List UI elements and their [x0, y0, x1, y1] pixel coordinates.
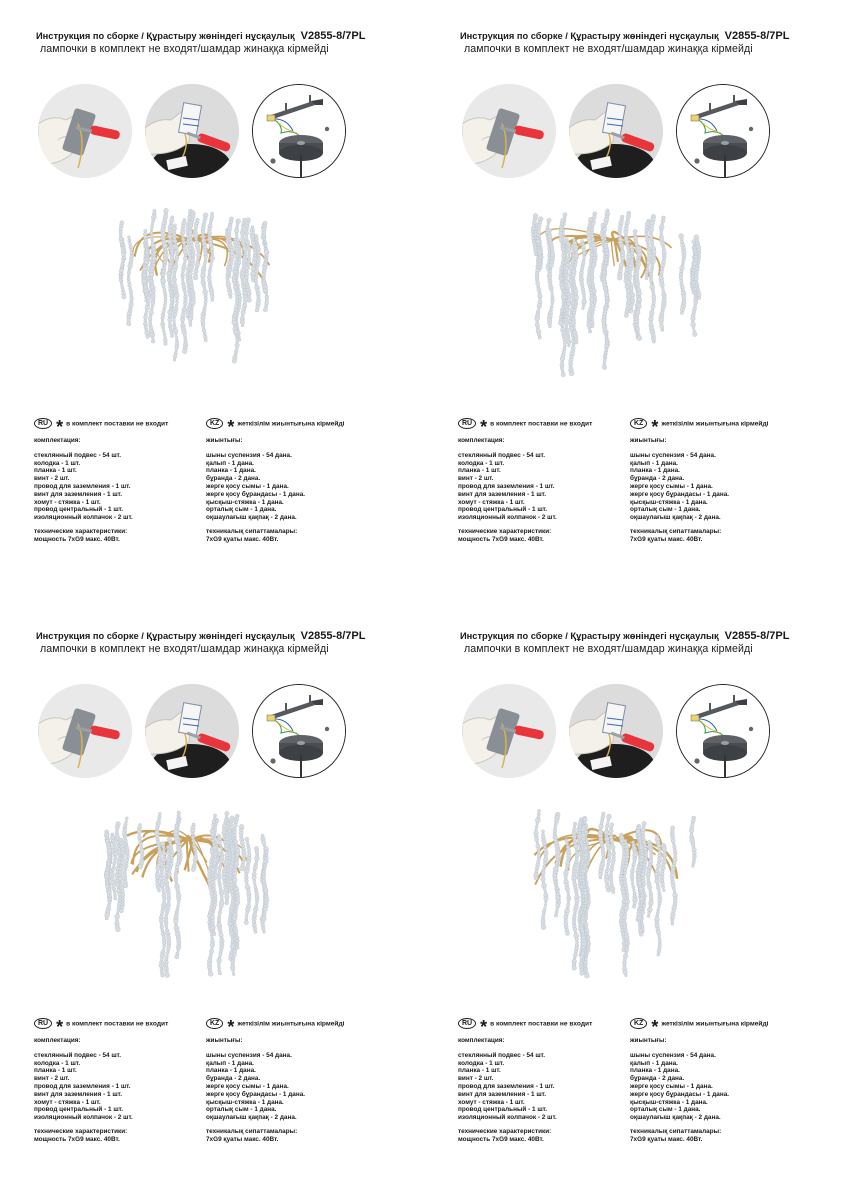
list-item: провод для заземления - 1 шт.: [458, 482, 555, 490]
kz-spec-value: 7xG9 қуаты макс. 40Вт.: [630, 1135, 703, 1143]
list-item: бұранда - 2 дана.: [630, 475, 685, 483]
list-item: колодка - 1 шт.: [34, 1059, 81, 1067]
list-item: изоляционный колпачок - 2 шт.: [458, 1114, 557, 1122]
ru-contents-heading: комплектация:: [34, 437, 81, 444]
instruction-sheet: [0, 0, 424, 600]
ru-legend: [34, 1015, 169, 1037]
ru-parts-list: [458, 452, 557, 522]
list-item: провод центральный - 1 шт.: [34, 1106, 124, 1114]
step-3-diagram: [676, 684, 770, 778]
step-3-diagram: [252, 684, 346, 778]
ru-contents: [458, 437, 557, 544]
list-item: оқшаулағыш қақпақ - 2 дана.: [206, 514, 297, 522]
list-item: планка - 1 шт.: [458, 467, 501, 475]
list-item: колодка - 1 шт.: [458, 459, 505, 467]
asterisk-icon: *: [480, 416, 488, 437]
list-item: винт для заземления - 1 шт.: [34, 490, 122, 498]
list-item: бұранда - 2 дана.: [206, 1075, 261, 1083]
step-3-diagram: [252, 84, 346, 178]
ru-spec-heading: технические характеристики:: [34, 1127, 128, 1135]
ru-spec-heading: технические характеристики:: [458, 1127, 552, 1135]
model-number: V2855-8/7PL: [724, 630, 790, 642]
chandelier-photo: [522, 200, 706, 380]
kz-not-included-note: жеткізілім жиынтығына кірмейді: [661, 420, 769, 428]
ru-spec-value: мощность 7xG9 макс. 40Вт.: [458, 1135, 544, 1143]
list-item: орталық сым - 1 дана.: [630, 1106, 701, 1114]
kz-language-badge: KZ: [206, 1018, 223, 1029]
ru-not-included-note: в комплект поставки не входит: [66, 420, 169, 428]
asterisk-icon: *: [227, 416, 235, 437]
title-text: Инструкция по сборке / Құрастыру жөніндегі нұсқаулық: [460, 31, 719, 41]
list-item: жерге қосу сымы - 1 дана.: [206, 1082, 289, 1090]
ru-spec-heading: технические характеристики:: [34, 527, 128, 535]
sheet-title: [460, 30, 789, 42]
model-number: V2855-8/7PL: [300, 30, 366, 42]
list-item: стеклянный подвес - 54 шт.: [34, 451, 122, 459]
ru-not-included-note: в комплект поставки не входит: [490, 1020, 593, 1028]
asterisk-icon: *: [56, 416, 64, 437]
kz-contents: [630, 437, 729, 544]
list-item: шыны суспензия - 54 дана.: [206, 1051, 292, 1059]
list-item: винт - 2 шт.: [458, 475, 494, 483]
glove-hand-icon: [38, 684, 132, 778]
list-item: стеклянный подвес - 54 шт.: [34, 1051, 122, 1059]
kz-not-included-note: жеткізілім жиынтығына кірмейді: [661, 1020, 769, 1028]
instruction-sheet: [424, 0, 848, 600]
kz-parts-list: [206, 452, 305, 522]
kz-contents-heading: жиынтығы:: [206, 437, 243, 444]
step-2-photo: [145, 84, 239, 178]
list-item: хомут - стяжка - 1 шт.: [458, 1098, 525, 1106]
list-item: қысқыш-стяжка - 1 дана.: [206, 1098, 284, 1106]
ru-contents-heading: комплектация:: [34, 1037, 81, 1044]
list-item: қалып - 1 дана.: [630, 459, 678, 467]
list-item: стеклянный подвес - 54 шт.: [458, 1051, 546, 1059]
list-item: жерге қосу бұрандасы - 1 дана.: [630, 490, 730, 498]
list-item: оқшаулағыш қақпақ - 2 дана.: [630, 1114, 721, 1122]
sheet-title: [460, 630, 789, 642]
list-item: оқшаулағыш қақпақ - 2 дана.: [630, 514, 721, 522]
kz-spec-value: 7xG9 қуаты макс. 40Вт.: [206, 535, 279, 543]
list-item: хомут - стяжка - 1 шт.: [458, 498, 525, 506]
kz-contents-heading: жиынтығы:: [206, 1037, 243, 1044]
list-item: жерге қосу бұрандасы - 1 дана.: [630, 1090, 730, 1098]
kz-contents: [206, 1037, 305, 1144]
step-2-photo: [145, 684, 239, 778]
asterisk-icon: *: [227, 1016, 235, 1037]
kz-spec-value: 7xG9 қуаты макс. 40Вт.: [630, 535, 703, 543]
list-item: изоляционный колпачок - 2 шт.: [34, 1114, 133, 1122]
bulbs-not-included-note: лампочки в комплект не входят/шамдар жинаққа кірмейді: [40, 643, 329, 655]
list-item: шыны суспензия - 54 дана.: [630, 1051, 716, 1059]
ru-spec-heading: технические характеристики:: [458, 527, 552, 535]
ru-legend: [458, 415, 593, 437]
chandelier-photo: [98, 200, 282, 380]
list-item: изоляционный колпачок - 2 шт.: [458, 514, 557, 522]
kz-contents-heading: жиынтығы:: [630, 437, 667, 444]
list-item: винт для заземления - 1 шт.: [34, 1090, 122, 1098]
chandelier-photo: [98, 800, 282, 980]
glove-hand-icon: [462, 684, 556, 778]
list-item: шыны суспензия - 54 дана.: [630, 451, 716, 459]
step-3-diagram: [676, 84, 770, 178]
list-item: планка - 1 шт.: [34, 467, 77, 475]
kz-spec-heading: техникалық сипаттамалары:: [206, 1127, 298, 1135]
kz-legend: [630, 1015, 769, 1037]
list-item: қысқыш-стяжка - 1 дана.: [630, 498, 708, 506]
kz-parts-list: [206, 1052, 305, 1122]
kz-not-included-note: жеткізілім жиынтығына кірмейді: [237, 420, 345, 428]
step-1-photo: [38, 684, 132, 778]
ru-parts-list: [458, 1052, 557, 1122]
ru-contents-heading: комплектация:: [458, 437, 505, 444]
kz-parts-list: [630, 1052, 729, 1122]
sheet-title: [36, 630, 365, 642]
list-item: планка - 1 дана.: [206, 467, 256, 475]
list-item: винт для заземления - 1 шт.: [458, 1090, 546, 1098]
list-item: орталық сым - 1 дана.: [206, 1106, 277, 1114]
list-item: бұранда - 2 дана.: [206, 475, 261, 483]
list-item: қалып - 1 дана.: [630, 1059, 678, 1067]
list-item: жерге қосу сымы - 1 дана.: [630, 482, 713, 490]
glove-hand-icon: [462, 84, 556, 178]
kz-language-badge: KZ: [206, 418, 223, 429]
sheet-title: [36, 30, 365, 42]
list-item: қалып - 1 дана.: [206, 1059, 254, 1067]
model-number: V2855-8/7PL: [724, 30, 790, 42]
list-item: винт - 2 шт.: [34, 1075, 70, 1083]
list-item: орталық сым - 1 дана.: [206, 506, 277, 514]
glove-hand-icon: [38, 84, 132, 178]
list-item: хомут - стяжка - 1 шт.: [34, 498, 101, 506]
asterisk-icon: *: [56, 1016, 64, 1037]
step-1-photo: [38, 84, 132, 178]
list-item: хомут - стяжка - 1 шт.: [34, 1098, 101, 1106]
kz-contents-heading: жиынтығы:: [630, 1037, 667, 1044]
kz-legend: [206, 1015, 345, 1037]
kz-spec-heading: техникалық сипаттамалары:: [630, 1127, 722, 1135]
list-item: планка - 1 дана.: [206, 1067, 256, 1075]
ru-not-included-note: в комплект поставки не входит: [490, 420, 593, 428]
list-item: провод центральный - 1 шт.: [458, 1106, 548, 1114]
bulbs-not-included-note: лампочки в комплект не входят/шамдар жинаққа кірмейді: [40, 43, 329, 55]
title-text: Инструкция по сборке / Құрастыру жөніндегі нұсқаулық: [36, 31, 295, 41]
list-item: планка - 1 шт.: [458, 1067, 501, 1075]
ru-parts-list: [34, 1052, 133, 1122]
kz-language-badge: KZ: [630, 1018, 647, 1029]
step-1-photo: [462, 84, 556, 178]
list-item: стеклянный подвес - 54 шт.: [458, 451, 546, 459]
list-item: қысқыш-стяжка - 1 дана.: [206, 498, 284, 506]
ru-legend: [34, 415, 169, 437]
chandelier-photo: [522, 800, 706, 980]
title-text: Инструкция по сборке / Құрастыру жөніндегі нұсқаулық: [36, 631, 295, 641]
kz-contents: [206, 437, 305, 544]
kz-legend: [206, 415, 345, 437]
list-item: колодка - 1 шт.: [34, 459, 81, 467]
list-item: изоляционный колпачок - 2 шт.: [34, 514, 133, 522]
ru-language-badge: RU: [458, 418, 476, 429]
list-item: винт для заземления - 1 шт.: [458, 490, 546, 498]
list-item: орталық сым - 1 дана.: [630, 506, 701, 514]
list-item: винт - 2 шт.: [458, 1075, 494, 1083]
step-1-photo: [462, 684, 556, 778]
ru-contents: [34, 1037, 133, 1144]
ru-spec-value: мощность 7xG9 макс. 40Вт.: [458, 535, 544, 543]
list-item: планка - 1 дана.: [630, 1067, 680, 1075]
list-item: провод для заземления - 1 шт.: [34, 482, 131, 490]
kz-language-badge: KZ: [630, 418, 647, 429]
kz-legend: [630, 415, 769, 437]
ru-spec-value: мощность 7xG9 макс. 40Вт.: [34, 535, 120, 543]
kz-not-included-note: жеткізілім жиынтығына кірмейді: [237, 1020, 345, 1028]
bulbs-not-included-note: лампочки в комплект не входят/шамдар жинаққа кірмейді: [464, 43, 753, 55]
list-item: шыны суспензия - 54 дана.: [206, 451, 292, 459]
ru-contents-heading: комплектация:: [458, 1037, 505, 1044]
ru-parts-list: [34, 452, 133, 522]
step-2-photo: [569, 684, 663, 778]
ru-not-included-note: в комплект поставки не входит: [66, 1020, 169, 1028]
kz-spec-value: 7xG9 қуаты макс. 40Вт.: [206, 1135, 279, 1143]
list-item: бұранда - 2 дана.: [630, 1075, 685, 1083]
list-item: қалып - 1 дана.: [206, 459, 254, 467]
list-item: жерге қосу бұрандасы - 1 дана.: [206, 490, 306, 498]
list-item: провод центральный - 1 шт.: [34, 506, 124, 514]
step-2-photo: [569, 84, 663, 178]
ru-language-badge: RU: [458, 1018, 476, 1029]
list-item: планка - 1 дана.: [630, 467, 680, 475]
kz-contents: [630, 1037, 729, 1144]
kz-spec-heading: техникалық сипаттамалары:: [206, 527, 298, 535]
ru-spec-value: мощность 7xG9 макс. 40Вт.: [34, 1135, 120, 1143]
kz-spec-heading: техникалық сипаттамалары:: [630, 527, 722, 535]
instruction-sheet: [424, 600, 848, 1200]
asterisk-icon: *: [480, 1016, 488, 1037]
list-item: жерге қосу бұрандасы - 1 дана.: [206, 1090, 306, 1098]
list-item: провод центральный - 1 шт.: [458, 506, 548, 514]
asterisk-icon: *: [651, 416, 659, 437]
model-number: V2855-8/7PL: [300, 630, 366, 642]
ru-legend: [458, 1015, 593, 1037]
title-text: Инструкция по сборке / Құрастыру жөніндегі нұсқаулық: [460, 631, 719, 641]
asterisk-icon: *: [651, 1016, 659, 1037]
ru-language-badge: RU: [34, 1018, 52, 1029]
list-item: оқшаулағыш қақпақ - 2 дана.: [206, 1114, 297, 1122]
ru-contents: [34, 437, 133, 544]
list-item: колодка - 1 шт.: [458, 1059, 505, 1067]
kz-parts-list: [630, 452, 729, 522]
ru-language-badge: RU: [34, 418, 52, 429]
instruction-sheet: [0, 600, 424, 1200]
list-item: провод для заземления - 1 шт.: [34, 1082, 131, 1090]
list-item: қысқыш-стяжка - 1 дана.: [630, 1098, 708, 1106]
list-item: провод для заземления - 1 шт.: [458, 1082, 555, 1090]
list-item: жерге қосу сымы - 1 дана.: [630, 1082, 713, 1090]
ru-contents: [458, 1037, 557, 1144]
list-item: винт - 2 шт.: [34, 475, 70, 483]
bulbs-not-included-note: лампочки в комплект не входят/шамдар жинаққа кірмейді: [464, 643, 753, 655]
list-item: жерге қосу сымы - 1 дана.: [206, 482, 289, 490]
list-item: планка - 1 шт.: [34, 1067, 77, 1075]
